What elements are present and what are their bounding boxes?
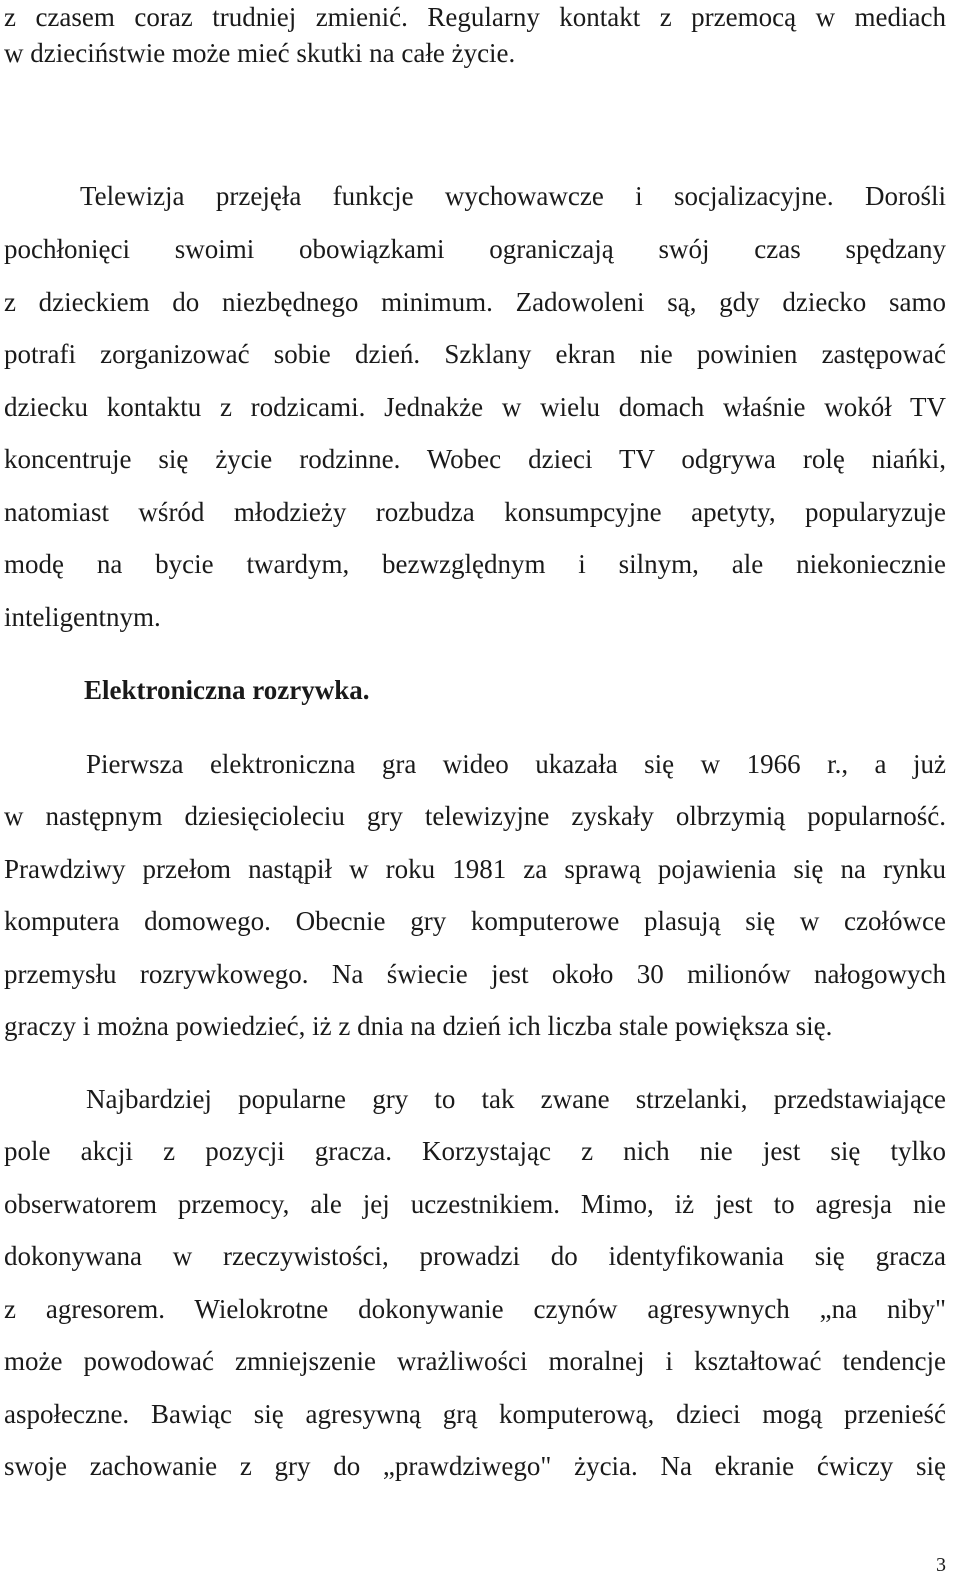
text-line: swoje zachowanie z gry do „prawdziwego" życia. Na ekranie ćwiczy się [4, 1451, 946, 1481]
text-line: potrafi zorganizować sobie dzień. Szklany ekran nie powinien zastępować [4, 339, 946, 369]
text-line: w dzieciństwie może mieć skutki na całe życie. [4, 38, 516, 68]
text-line: dziecku kontaktu z rodzicami. Jednakże w wielu domach właśnie wokół TV [4, 392, 946, 422]
text-line: Pierwsza elektroniczna gra wideo ukazała się w 1966 r., a już [86, 749, 946, 779]
text-line: komputera domowego. Obecnie gry komputerowe plasują się w czołówce [4, 906, 946, 936]
text-line: aspołeczne. Bawiąc się agresywną grą komputerową, dzieci mogą przenieść [4, 1399, 946, 1429]
text-line: w następnym dziesięcioleciu gry telewizyjne zyskały olbrzymią popularność. [4, 801, 946, 831]
text-line: Prawdziwy przełom nastąpił w roku 1981 za sprawą pojawienia się na rynku [4, 854, 946, 884]
page-number: 3 [936, 1554, 946, 1576]
text-line: Telewizja przejęła funkcje wychowawcze i socjalizacyjne. Dorośli [80, 181, 946, 211]
text-line: z agresorem. Wielokrotne dokonywanie czynów agresywnych „na niby" [4, 1294, 946, 1324]
text-line: natomiast wśród młodzieży rozbudza konsumpcyjne apetyty, popularyzuje [4, 497, 946, 527]
text-line: przemysłu rozrywkowego. Na świecie jest około 30 milionów nałogowych [4, 959, 946, 989]
text-line: graczy i można powiedzieć, iż z dnia na dzień ich liczba stale powiększa się. [4, 1011, 833, 1041]
section-heading: Elektroniczna rozrywka. [84, 675, 370, 705]
text-line: pochłonięci swoimi obowiązkami ograniczają swój czas spędzany [4, 234, 946, 264]
text-line: dokonywana w rzeczywistości, prowadzi do identyfikowania się gracza [4, 1241, 946, 1271]
text-line: pole akcji z pozycji gracza. Korzystając z nich nie jest się tylko [4, 1136, 946, 1166]
text-line: obserwatorem przemocy, ale jej uczestnikiem. Mimo, iż jest to agresja nie [4, 1189, 946, 1219]
text-line: Najbardziej popularne gry to tak zwane strzelanki, przedstawiające [86, 1084, 946, 1114]
text-line: inteligentnym. [4, 602, 161, 632]
text-line: koncentruje się życie rodzinne. Wobec dzieci TV odgrywa rolę niańki, [4, 444, 946, 474]
text-line: z dzieckiem do niezbędnego minimum. Zadowoleni są, gdy dziecko samo [4, 287, 946, 317]
text-line: modę na bycie twardym, bezwzględnym i silnym, ale niekoniecznie [4, 549, 946, 579]
text-line: z czasem coraz trudniej zmienić. Regularny kontakt z przemocą w mediach [4, 2, 946, 32]
text-line: może powodować zmniejszenie wrażliwości moralnej i kształtować tendencje [4, 1346, 946, 1376]
